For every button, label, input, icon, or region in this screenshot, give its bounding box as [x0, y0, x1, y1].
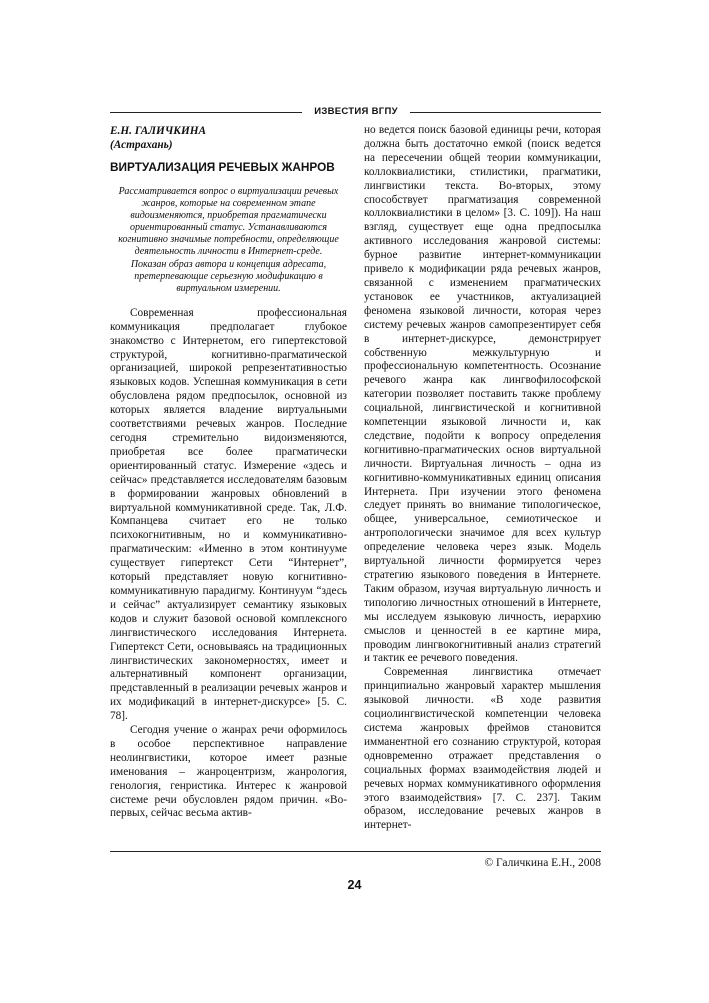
body-paragraph: Современная профессиональная коммуникация предполагает глубокое знакомство с Интернетом, его гипертекстовой структурой, когнитивно-прагматической организацией, широкой репрезентативностью языковых кодов. Успешная коммуникация в сети обусловлена рядом предпосылок, основной из которых является владение виртуальными соответствиями речевых жанров. Последние сегодня стремительно видоизменяются, приобретая все более прагматически ориентированный статус. Измерение «здесь и сейчас» представляется исследователям базовым в формировании жанровых обновлений в виртуальной коммуникативной среде. Так, Л.Ф. Компанцева считает его не только психокогнитивным, но и коммуникативно-прагматическим: «Именно в этом континууме существует гипертекст Сети “Интернет”, который представляет новую когнитивно-коммуникативную парадигму. Континуум “здесь и сейчас” актуализирует семантику языковых кодов и служит базовой основой комплексного лингвистического исследования Интернета. Гипертекст Сети, основываясь на традиционных лингвистических закономерностях, имеет и альтернативный компонент организации, представленный в реализации речевых жанров и их модификаций в интернет-дискурсе» [5. С. 78].: [110, 306, 347, 723]
header-rule-right: [410, 112, 601, 113]
journal-title: ИЗВЕСТИЯ ВГПУ: [314, 106, 398, 117]
page-number: 24: [347, 878, 362, 892]
article-abstract: Рассматривается вопрос о виртуализации речевых жанров, которые на современном этапе видоизменяются, приобретая прагматически ориентированный статус. Устанавливаются когнитивно значимые потребности, определяющие деятельность личности в Интернет-среде. Показан образ автора и концепция адресата, претерпевающие серьезную модификацию в виртуальном измерении.: [118, 186, 339, 294]
author-name: Е.Н. ГАЛИЧКИНА: [110, 125, 207, 137]
running-head: [110, 105, 601, 119]
header-rule-left: [110, 112, 302, 113]
footer-rule: [110, 851, 601, 852]
copyright-notice: © Галичкина Е.Н., 2008: [484, 857, 601, 869]
right-column: [364, 124, 601, 833]
author-city: (Астрахань): [110, 139, 173, 151]
body-paragraph: Сегодня учение о жанрах речи оформилось в особое перспективное направление неолингвистики, которое имеет разные именования – жанроцентризм, жанрология, генология, генристика. Интерес к жанровой системе речи обусловлен рядом причин. «Во-первых, сейчас весьма актив-: [110, 724, 347, 820]
body-paragraph: Современная лингвистика отмечает принципиально жанровый характер мышления языковой личности. «В ходе развития социолингвистической компетенции человека система жанровых фреймов становится имманентной его сознанию структурой, которая одновременно отражает представления о социальных формах взаимодействия людей и речевых нормах коммуникативного оформления этого взаимодействия» [7. С. 237]. Таким образом, исследование речевых жанров в интернет-: [364, 666, 601, 832]
body-paragraph: но ведется поиск базовой единицы речи, которая должна быть достаточно емкой (поиск ведется на пересечении общей теории коммуникации, коллоквиалистики, стилистики, прагматики, лингвистики текста. Во-вторых, этому способствует прагматизация современной коллоквиалистики в целом» [3. С. 109]). На наш взгляд, существует еще одна предпосылка активного исследования жанровой системы: бурное развитие интернет-коммуникации привело к модификации ряда речевых жанров, связанной с изменением прагматических установок ее участников, актуализацией феномена языковой личности, которая через систему речевых жанров самопрезентирует себя в интернет-дискурсе, демонстрирует собственную межкультурную и профессиональную компетентность. Осознание речевого жанра как лингвофилософской категории позволяет поставить также проблему социальной, лингвистической и когнитивной компетенции языковой личности и, как следствие, подойти к вопросу определения когнитивно-прагматических основ виртуальной личности. Виртуальная личность – одна из когнитивно-коммуникативных единиц описания Интернета. При изучении этого феномена следует принять во внимание типологическое, общее, универсальное, семиотическое и антропологически значимое для всех культур определение человека через язык. Модель виртуальной личности формируется через стратегию языкового поведения в Интернете. Таким образом, изучая виртуальную личность и типологию личностных отношений в Интернете, мы исследуем языковую личность, иерархию смыслов и ценностей в ее картине мира, проводим лингвокогнитивный анализ стратегий и тактик ее речевого поведения.: [364, 124, 601, 665]
article-title: ВИРТУАЛИЗАЦИЯ РЕЧЕВЫХ ЖАНРОВ: [110, 160, 335, 174]
left-column: [110, 124, 347, 821]
